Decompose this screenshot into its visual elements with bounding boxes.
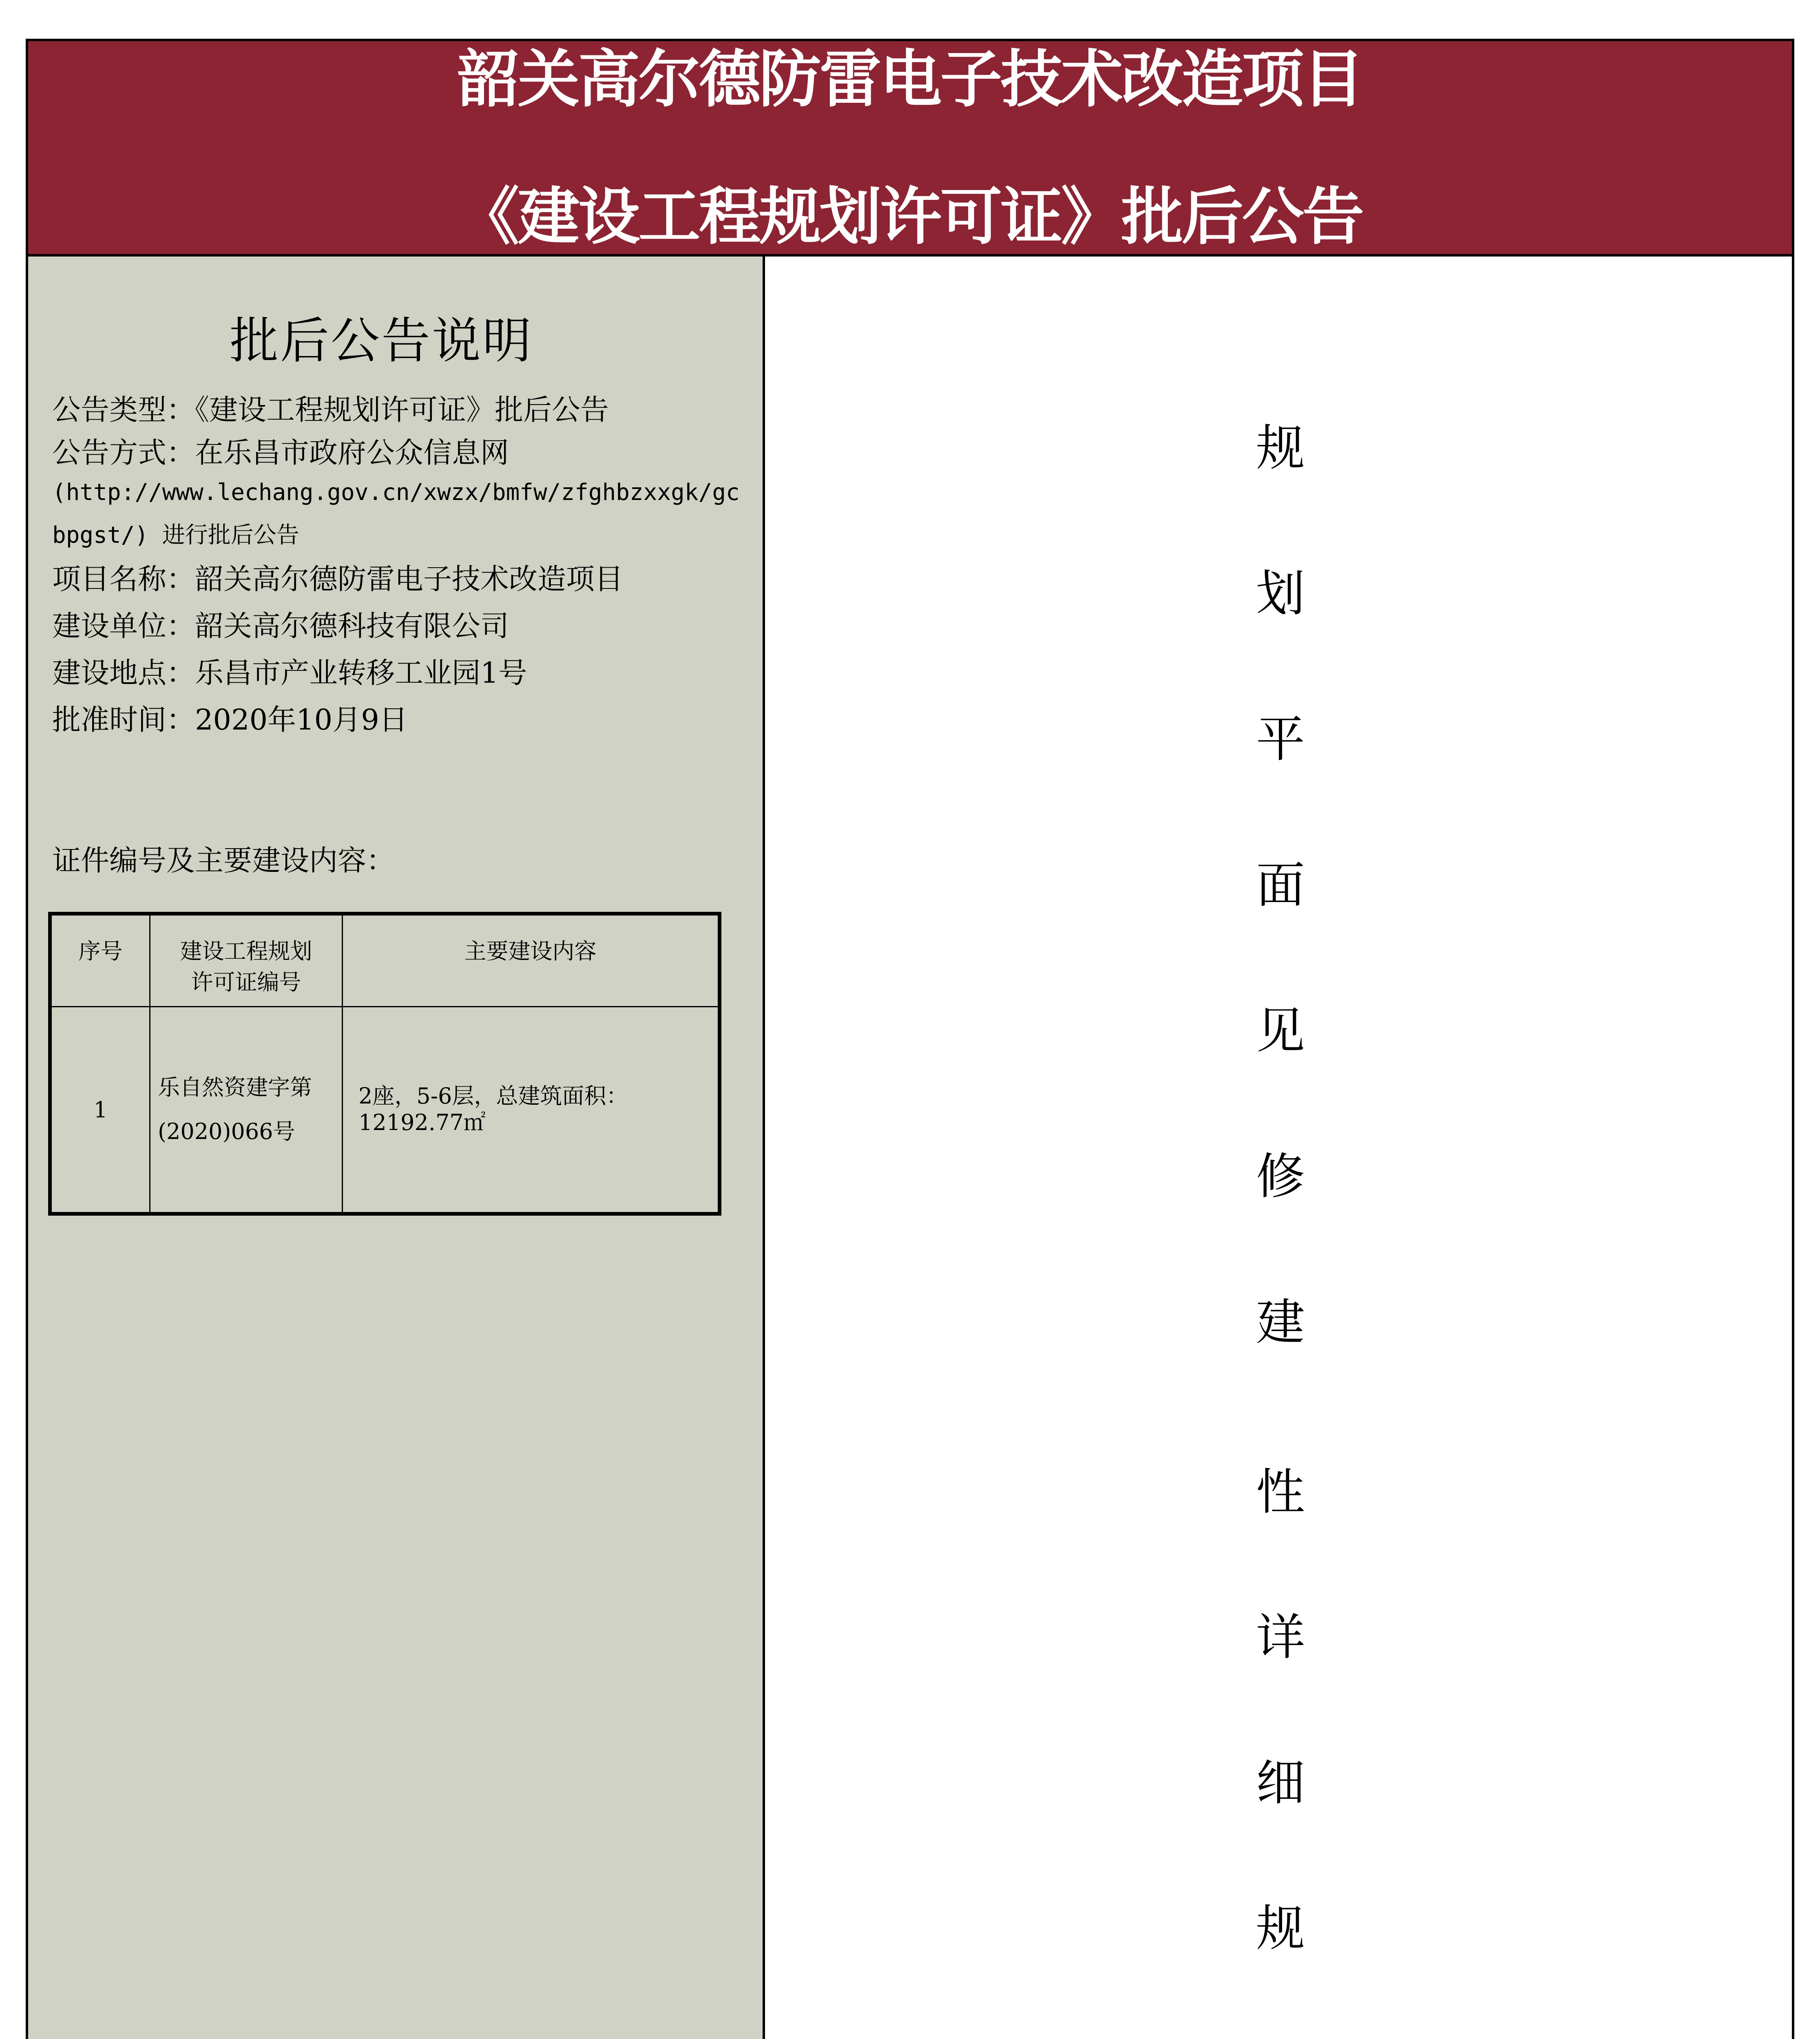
notice-method: 公告方式：在乐昌市政府公众信息网 (52, 436, 509, 469)
cell-cert-no-line1: 乐自然资建字第 (158, 1075, 312, 1100)
header-content: 主要建设内容 (343, 914, 720, 1007)
header-cert-no-line2: 许可证编号 (191, 969, 301, 995)
panel-title: 批后公告说明 (230, 313, 533, 369)
approval-time: 批准时间：2020年10月9日 (52, 703, 408, 736)
vertical-char: 细 (1256, 1755, 1305, 1811)
vertical-char: 建 (1256, 1294, 1305, 1351)
cert-heading: 证件编号及主要建设内容： (52, 844, 395, 877)
vertical-char: 详 (1256, 1609, 1305, 1666)
builder: 建设单位：韶关高尔德科技有限公司 (52, 609, 509, 643)
vertical-char: 平 (1256, 711, 1305, 768)
vertical-char: 划 (1256, 566, 1305, 622)
table-header-row (50, 914, 720, 1007)
vertical-char: 面 (1256, 857, 1305, 914)
header-cert-no-line1: 建设工程规划 (180, 938, 312, 964)
project-name: 项目名称：韶关高尔德防雷电子技术改造项目 (52, 562, 623, 596)
cell-content-line2: 12192.77㎡ (358, 1110, 486, 1135)
vertical-char: 规 (1256, 1900, 1305, 1957)
vertical-char: 修 (1256, 1148, 1305, 1205)
notice-url-line2: bpgst/) 进行批后公告 (52, 522, 299, 548)
header-no: 序号 (50, 914, 150, 1007)
vertical-char: 见 (1256, 1003, 1305, 1059)
notice-url-line1: (http://www.lechang.gov.cn/xwzx/bmfw/zfghbzxxgk/gc (52, 479, 740, 506)
location: 建设地点：乐昌市产业转移工业园1号 (52, 656, 527, 690)
vertical-char: 性 (1256, 1464, 1305, 1521)
cert-table (48, 912, 721, 1216)
cell-cert-no-line2: (2020)066号 (158, 1119, 295, 1144)
cell-cert-no (150, 1007, 343, 1214)
header-title-line2: 《建设工程规划许可证》批后公告 (457, 181, 1363, 253)
header-title-line1: 韶关高尔德防雷电子技术改造项目 (457, 43, 1363, 115)
notice-type: 公告类型：《建设工程规划许可证》批后公告 (52, 393, 609, 427)
table-row (50, 1007, 720, 1214)
vertical-char: 规 (1256, 420, 1305, 477)
cell-content-line1: 2座，5-6层，总建筑面积： (358, 1083, 628, 1109)
cell-no: 1 (50, 1007, 150, 1214)
cell-content (343, 1007, 720, 1214)
header-cert-no (150, 914, 343, 1007)
